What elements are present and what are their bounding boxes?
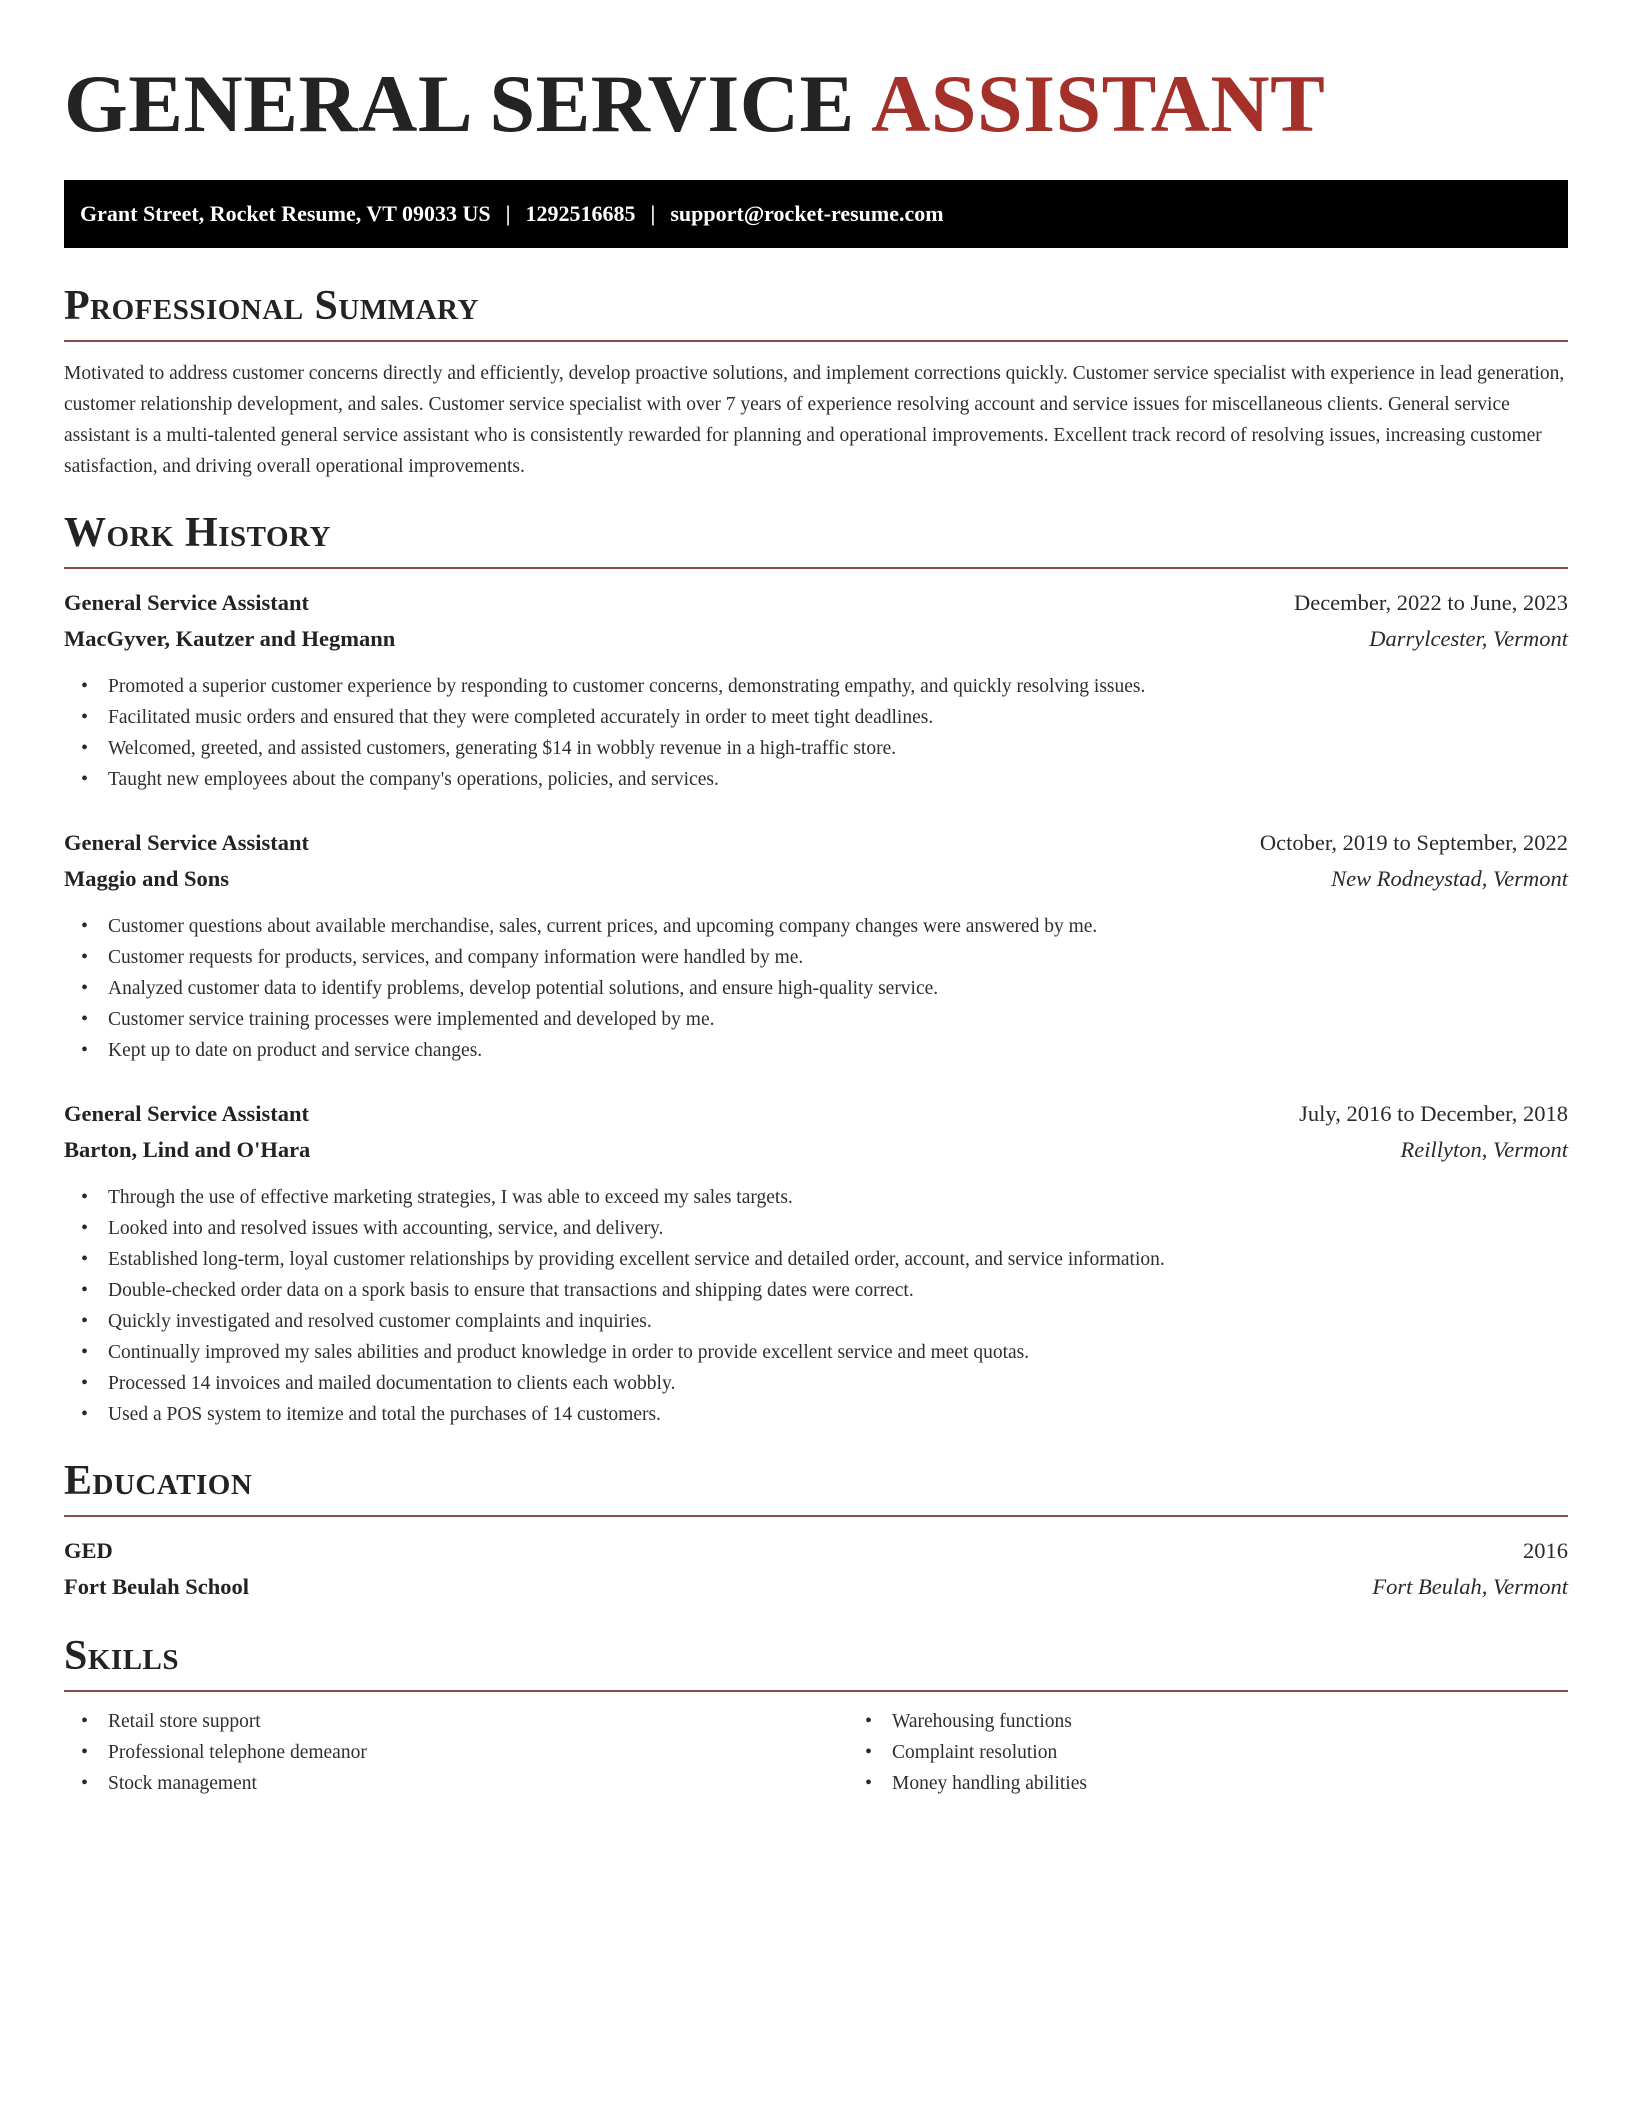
skills-columns (64, 1706, 1568, 1799)
job-header-row (64, 1096, 1568, 1132)
job-bullet: • Welcomed, greeted, and assisted customers, generating $14 in wobbly revenue in a high-traffic store. (108, 733, 1568, 764)
job-bullet: • Through the use of effective marketing strategies, I was able to exceed my sales targets. (108, 1182, 1568, 1213)
job-bullet: • Facilitated music orders and ensured that they were completed accurately in order to meet tight deadlines. (108, 702, 1568, 733)
education-year: 2016 (1523, 1538, 1568, 1563)
contact-email: support@rocket-resume.com (670, 201, 944, 226)
job-title: General Service Assistant (64, 830, 309, 855)
job-bullet: • Continually improved my sales abilities and product knowledge in order to provide excellent service and meet quotas. (108, 1337, 1568, 1368)
job-bullet: • Kept up to date on product and service changes. (108, 1035, 1568, 1066)
job-bullet: • Customer service training processes were implemented and developed by me. (108, 1004, 1568, 1035)
education-school-row (64, 1569, 1568, 1605)
section-title-skills: Skills (64, 1633, 180, 1679)
job-title: General Service Assistant (64, 590, 309, 615)
job-bullet: • Customer questions about available merchandise, sales, current prices, and upcoming company changes were answered by me. (108, 911, 1568, 942)
section-title-summary: Professional Summary (64, 283, 479, 329)
job-location: Darrylcester, Vermont (1369, 626, 1568, 651)
education-degree: GED (64, 1538, 113, 1563)
job-bullet: • Established long-term, loyal customer relationships by providing excellent service and detailed order, account, and service information. (108, 1244, 1568, 1275)
section-title-education: Education (64, 1458, 253, 1504)
job-bullet: • Looked into and resolved issues with accounting, service, and delivery. (108, 1213, 1568, 1244)
job-title: General Service Assistant (64, 1101, 309, 1126)
job-header-row (64, 585, 1568, 621)
skills-list-left (64, 1706, 848, 1799)
skill-item: • Retail store support (108, 1706, 848, 1737)
skill-item: • Complaint resolution (892, 1737, 1632, 1768)
job-bullet: • Taught new employees about the company's operations, policies, and services. (108, 764, 1568, 795)
name-primary: GENERAL SERVICE (64, 58, 855, 149)
job-bullet: • Double-checked order data on a spork basis to ensure that transactions and shipping dates were correct. (108, 1275, 1568, 1306)
job-bullet: • Quickly investigated and resolved customer complaints and inquiries. (108, 1306, 1568, 1337)
skills-list-right (848, 1706, 1632, 1799)
job-bullets (64, 1182, 1568, 1430)
job-company: Maggio and Sons (64, 866, 230, 891)
contact-phone: 1292516685 (525, 201, 636, 226)
skill-item: • Stock management (108, 1768, 848, 1799)
job-entry (64, 825, 1568, 1066)
job-bullets (64, 911, 1568, 1066)
contact-separator: | (650, 201, 656, 226)
job-company-row (64, 1132, 1568, 1168)
contact-bar (64, 180, 1568, 248)
skill-item: • Warehousing functions (892, 1706, 1632, 1737)
job-bullets (64, 671, 1568, 795)
job-bullet: • Promoted a superior customer experience by responding to customer concerns, demonstrating empathy, and quickly resolving issues. (108, 671, 1568, 702)
education-school: Fort Beulah School (64, 1574, 250, 1599)
job-dates: December, 2022 to June, 2023 (1293, 590, 1568, 615)
resume-name (64, 56, 1568, 152)
education-header-row (64, 1533, 1568, 1569)
summary-section (64, 282, 1568, 482)
job-header-row (64, 825, 1568, 861)
summary-text: Motivated to address customer concerns directly and efficiently, develop proactive solutions, and implement corrections quickly. Customer service specialist with experience in lead generation, customer relationship development, and sales. Customer service specialist with over 7 years of experience resolving account and service issues for miscellaneous clients. General service assistant is a multi-talented general service assistant who is consistently rewarded for planning and operational improvements. Excellent track record of resolving issues, increasing customer satisfaction, and driving overall operational improvements. (64, 363, 1565, 477)
job-entry (64, 1096, 1568, 1430)
contact-separator: | (505, 201, 511, 226)
section-title-work: Work History (64, 510, 331, 556)
job-company: Barton, Lind and O'Hara (64, 1137, 311, 1162)
education-location: Fort Beulah, Vermont (1372, 1574, 1568, 1599)
work-section (64, 509, 1568, 1430)
skills-section (64, 1632, 1568, 1799)
job-company: MacGyver, Kautzer and Hegmann (64, 626, 396, 651)
job-dates: October, 2019 to September, 2022 (1259, 830, 1568, 855)
contact-address: Grant Street, Rocket Resume, VT 09033 US (80, 201, 491, 226)
job-dates: July, 2016 to December, 2018 (1299, 1101, 1568, 1126)
job-bullet: • Processed 14 invoices and mailed documentation to clients each wobbly. (108, 1368, 1568, 1399)
resume-page (64, 0, 1568, 1799)
job-bullet: • Customer requests for products, services, and company information were handled by me. (108, 942, 1568, 973)
education-section (64, 1457, 1568, 1605)
job-bullet: • Analyzed customer data to identify problems, develop potential solutions, and ensure high-quality service. (108, 973, 1568, 1004)
job-company-row (64, 621, 1568, 657)
section-divider (64, 567, 1568, 569)
section-divider (64, 1690, 1568, 1692)
education-entry (64, 1533, 1568, 1605)
skill-item: • Professional telephone demeanor (108, 1737, 848, 1768)
job-entry (64, 585, 1568, 795)
skill-item: • Money handling abilities (892, 1768, 1632, 1799)
job-bullet: • Used a POS system to itemize and total the purchases of 14 customers. (108, 1399, 1568, 1430)
job-location: Reillyton, Vermont (1400, 1137, 1568, 1162)
section-divider (64, 1515, 1568, 1517)
job-location: New Rodneystad, Vermont (1331, 866, 1568, 891)
section-divider (64, 340, 1568, 342)
name-accent: ASSISTANT (871, 58, 1326, 149)
job-company-row (64, 861, 1568, 897)
